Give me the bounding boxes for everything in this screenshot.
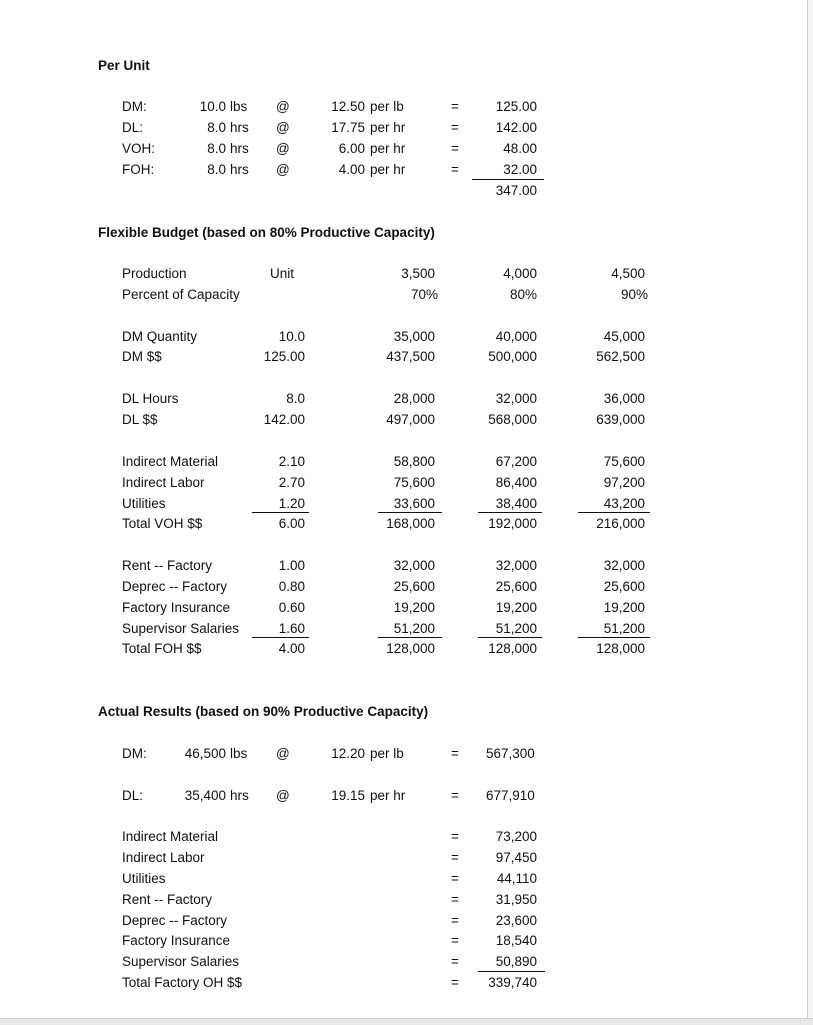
fb-row-value: 32,000: [495, 558, 537, 573]
actual-oh-total: 339,740: [488, 975, 537, 990]
actual-oh-eq: =: [451, 933, 459, 948]
per-unit-dl-qty: 8.0: [207, 120, 226, 135]
actual-dm-eq: =: [451, 746, 459, 761]
fb-row-unit: 10.0: [278, 329, 305, 344]
fb-row-label: Rent -- Factory: [122, 558, 213, 573]
fb-row-value: 58,800: [393, 454, 435, 469]
actual-dl-total: 677,910: [486, 788, 535, 803]
actual-oh-label: Rent -- Factory: [122, 892, 213, 907]
fb-row-value: 639,000: [596, 412, 645, 427]
per-unit-foh-total: 32.00: [503, 162, 537, 177]
fb-row-unit: 1.00: [278, 558, 305, 573]
fb-row-value: 216,000: [596, 516, 645, 531]
actual-oh-eq: =: [451, 892, 459, 907]
per-unit-voh-qty: 8.0: [207, 141, 226, 156]
actual-oh-label: Utilities: [122, 871, 166, 886]
per-unit-dl-qty-unit: hrs: [230, 120, 249, 135]
fb-row-value: 86,400: [495, 475, 537, 490]
actual-oh-label: Supervisor Salaries: [122, 954, 240, 969]
voh-90-underline: [578, 512, 650, 513]
fb-percent-label: Percent of Capacity: [122, 287, 240, 302]
fb-row-value: 32,000: [495, 391, 537, 406]
per-unit-voh-rate: 6.00: [338, 141, 365, 156]
fb-row-value: 500,000: [488, 349, 537, 364]
per-unit-voh-eq: =: [451, 141, 459, 156]
per-unit-grand-total: 347.00: [495, 183, 537, 198]
fb-row-label: Supervisor Salaries: [122, 621, 240, 636]
right-edge-bar: [808, 0, 813, 1018]
actual-oh-underline: [478, 971, 545, 972]
fb-row-value: 43,200: [603, 496, 645, 511]
fb-row-unit: 0.80: [278, 579, 305, 594]
per-unit-foh-qty: 8.0: [207, 162, 226, 177]
actual-oh-eq: =: [451, 850, 459, 865]
actual-dm-qty: 46,500: [184, 746, 226, 761]
per-unit-dm-qty: 10.0: [199, 99, 226, 114]
actual-dl-at: @: [276, 788, 290, 803]
fb-row-label: DL Hours: [122, 391, 179, 406]
fb-row-value: 19,200: [495, 600, 537, 615]
fb-row-value: 562,500: [596, 349, 645, 364]
fb-row-unit: 1.20: [278, 496, 305, 511]
per-unit-dl-rate: 17.75: [331, 120, 365, 135]
voh-80-underline: [478, 512, 542, 513]
fb-row-label: DL $$: [122, 412, 158, 427]
fb-row-value: 33,600: [393, 496, 435, 511]
actual-results-title: Actual Results (based on 90% Productive Capacity): [98, 704, 429, 719]
fb-row-unit: 8.0: [286, 391, 305, 406]
actual-dl-qty-unit: hrs: [230, 788, 249, 803]
fb-row-label: Total VOH $$: [122, 516, 203, 531]
actual-oh-value: 23,600: [495, 913, 537, 928]
actual-oh-label: Indirect Material: [122, 829, 219, 844]
actual-dl-qty: 35,400: [184, 788, 226, 803]
per-unit-foh-at: @: [276, 162, 290, 177]
per-unit-foh-label: FOH:: [122, 162, 155, 177]
actual-dm-rate: 12.20: [331, 746, 365, 761]
fb-row-value: 25,600: [603, 579, 645, 594]
per-unit-title: Per Unit: [98, 58, 150, 73]
actual-dm-rate-unit: per lb: [370, 746, 404, 761]
per-unit-dl-label: DL:: [122, 120, 144, 135]
fb-production-90: 4,500: [611, 266, 645, 281]
fb-percent-80: 80%: [509, 287, 537, 302]
fb-row-unit: 0.60: [278, 600, 305, 615]
fb-row-value: 128,000: [386, 641, 435, 656]
fb-production-80: 4,000: [503, 266, 537, 281]
fb-row-value: 51,200: [603, 621, 645, 636]
fb-row-value: 51,200: [495, 621, 537, 636]
fb-row-value: 25,600: [393, 579, 435, 594]
per-unit-dl-total: 142.00: [495, 120, 537, 135]
actual-oh-label: Total Factory OH $$: [122, 975, 243, 990]
fb-row-value: 67,200: [495, 454, 537, 469]
fb-row-label: DM $$: [122, 349, 162, 364]
per-unit-dl-rate-unit: per hr: [370, 120, 406, 135]
fb-row-value: 497,000: [386, 412, 435, 427]
per-unit-dm-total: 125.00: [495, 99, 537, 114]
per-unit-voh-total: 48.00: [503, 141, 537, 156]
fb-row-value: 51,200: [393, 621, 435, 636]
fb-row-value: 97,200: [603, 475, 645, 490]
actual-oh-eq: =: [451, 871, 459, 886]
fb-row-value: 128,000: [596, 641, 645, 656]
actual-oh-value: 44,110: [496, 871, 537, 886]
foh-70-underline: [378, 637, 442, 638]
actual-oh-label: Indirect Labor: [122, 850, 205, 865]
actual-oh-eq: =: [451, 829, 459, 844]
fb-row-value: 437,500: [386, 349, 435, 364]
per-unit-voh-at: @: [276, 141, 290, 156]
per-unit-foh-rate-unit: per hr: [370, 162, 406, 177]
per-unit-dl-at: @: [276, 120, 290, 135]
foh-80-underline: [478, 637, 542, 638]
fb-row-unit: 1.60: [278, 621, 305, 636]
actual-oh-eq: =: [451, 954, 459, 969]
actual-oh-value: 18,540: [495, 933, 537, 948]
actual-oh-eq: =: [451, 975, 459, 990]
fb-row-unit: 142.00: [263, 412, 305, 427]
fb-row-value: 568,000: [488, 412, 537, 427]
actual-dl-rate-unit: per hr: [370, 788, 406, 803]
actual-dm-at: @: [276, 746, 290, 761]
fb-row-label: DM Quantity: [122, 329, 198, 344]
fb-row-value: 168,000: [386, 516, 435, 531]
fb-row-value: 75,600: [393, 475, 435, 490]
per-unit-dm-label: DM:: [122, 99, 147, 114]
fb-row-unit: 2.10: [278, 454, 305, 469]
fb-percent-70: 70%: [410, 287, 438, 302]
actual-dm-label: DM:: [122, 746, 147, 761]
per-unit-voh-label: VOH:: [122, 141, 156, 156]
fb-row-unit: 125.00: [263, 349, 305, 364]
fb-row-value: 32,000: [393, 558, 435, 573]
per-unit-dm-at: @: [276, 99, 290, 114]
fb-row-value: 35,000: [393, 329, 435, 344]
per-unit-foh-qty-unit: hrs: [230, 162, 249, 177]
actual-dm-total: 567,300: [486, 746, 535, 761]
fb-row-label: Indirect Labor: [122, 475, 205, 490]
fb-row-label: Factory Insurance: [122, 600, 231, 615]
per-unit-dm-qty-unit: lbs: [230, 99, 248, 114]
fb-row-value: 25,600: [495, 579, 537, 594]
per-unit-foh-eq: =: [451, 162, 459, 177]
fb-production-label: Production: [122, 266, 187, 281]
actual-oh-label: Deprec -- Factory: [122, 913, 228, 928]
fb-percent-90: 90%: [620, 287, 648, 302]
fb-row-value: 45,000: [603, 329, 645, 344]
foh-90-underline: [578, 637, 650, 638]
fb-row-unit: 2.70: [278, 475, 305, 490]
per-unit-dm-rate: 12.50: [331, 99, 365, 114]
actual-oh-value: 31,950: [495, 892, 537, 907]
fb-row-unit: 4.00: [278, 641, 305, 656]
per-unit-dm-rate-unit: per lb: [370, 99, 404, 114]
per-unit-dm-eq: =: [451, 99, 459, 114]
actual-oh-value: 50,890: [495, 954, 537, 969]
actual-oh-value: 97,450: [495, 850, 537, 865]
actual-oh-label: Factory Insurance: [122, 933, 231, 948]
fb-row-value: 19,200: [393, 600, 435, 615]
fb-row-value: 40,000: [495, 329, 537, 344]
fb-row-label: Deprec -- Factory: [122, 579, 228, 594]
fb-row-unit: 6.00: [278, 516, 305, 531]
fb-row-label: Utilities: [122, 496, 166, 511]
actual-oh-value: 73,200: [495, 829, 537, 844]
fb-row-value: 28,000: [393, 391, 435, 406]
fb-row-label: Indirect Material: [122, 454, 219, 469]
per-unit-voh-rate-unit: per hr: [370, 141, 406, 156]
actual-dl-rate: 19.15: [331, 788, 365, 803]
voh-70-underline: [378, 512, 442, 513]
per-unit-foh-rate: 4.00: [338, 162, 365, 177]
per-unit-total-underline: [472, 179, 544, 180]
actual-dm-qty-unit: lbs: [230, 746, 248, 761]
actual-oh-eq: =: [451, 913, 459, 928]
actual-dl-eq: =: [451, 788, 459, 803]
fb-row-value: 128,000: [488, 641, 537, 656]
actual-dl-label: DL:: [122, 788, 144, 803]
fb-unit-header: Unit: [270, 266, 295, 281]
fb-row-value: 38,400: [495, 496, 537, 511]
voh-unit-underline: [252, 512, 309, 513]
foh-unit-underline: [252, 637, 309, 638]
per-unit-dl-eq: =: [451, 120, 459, 135]
fb-row-value: 75,600: [603, 454, 645, 469]
flexible-budget-title: Flexible Budget (based on 80% Productive Capacity): [98, 225, 435, 240]
fb-production-70: 3,500: [401, 266, 435, 281]
fb-row-label: Total FOH $$: [122, 641, 202, 656]
fb-row-value: 32,000: [603, 558, 645, 573]
fb-row-value: 19,200: [603, 600, 645, 615]
fb-row-value: 192,000: [488, 516, 537, 531]
per-unit-voh-qty-unit: hrs: [230, 141, 249, 156]
fb-row-value: 36,000: [603, 391, 645, 406]
